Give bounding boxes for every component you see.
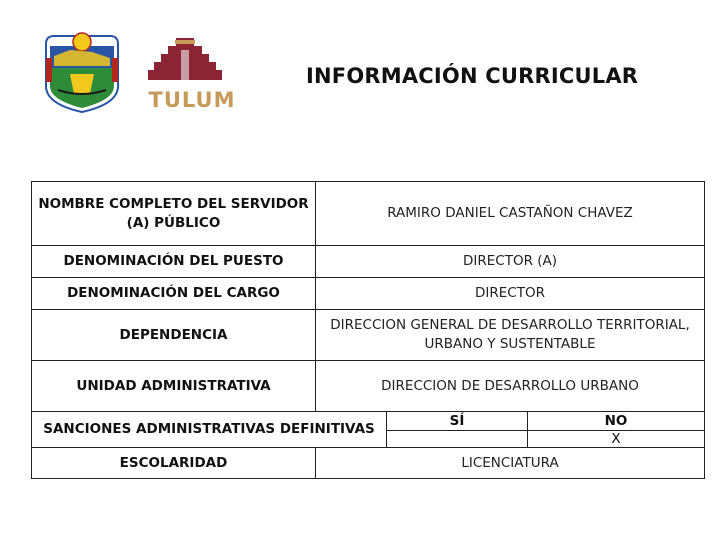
row-label-dependencia: DEPENDENCIA: [32, 310, 316, 361]
row-value-dependencia: DIRECCION GENERAL DE DESARROLLO TERRITORIAL, URBANO Y SUSTENTABLE: [316, 310, 705, 361]
row-label-nombre: NOMBRE COMPLETO DEL SERVIDOR (A) PÚBLICO: [32, 182, 316, 246]
curriculum-table: [31, 181, 705, 479]
row-value-unidad: DIRECCION DE DESARROLLO URBANO: [316, 361, 705, 412]
row-label-unidad: UNIDAD ADMINISTRATIVA: [32, 361, 316, 412]
page-title: INFORMACIÓN CURRICULAR: [306, 64, 639, 88]
sanciones-no-value: X: [528, 431, 705, 448]
sanciones-yes-value: [387, 431, 528, 448]
header-logos: [40, 28, 250, 114]
tulum-pyramid-logo-icon: [148, 38, 222, 80]
sanciones-no-header: NO: [528, 412, 705, 431]
row-label-cargo: DENOMINACIÓN DEL CARGO: [32, 278, 316, 310]
quintana-roo-shield-icon: [46, 33, 118, 112]
table-row: [32, 448, 705, 479]
row-value-nombre: RAMIRO DANIEL CASTAÑON CHAVEZ: [316, 182, 705, 246]
table-row: [32, 310, 705, 361]
table-row: [32, 412, 705, 431]
row-label-escolaridad: ESCOLARIDAD: [32, 448, 316, 479]
table-row: [32, 361, 705, 412]
table-row: [32, 278, 705, 310]
row-value-puesto: DIRECTOR (A): [316, 246, 705, 278]
row-label-puesto: DENOMINACIÓN DEL PUESTO: [32, 246, 316, 278]
table-row: [32, 246, 705, 278]
row-value-escolaridad: LICENCIATURA: [316, 448, 705, 479]
tulum-logo-text: TULUM: [148, 88, 236, 112]
sanciones-yes-header: SÍ: [387, 412, 528, 431]
row-label-sanciones: SANCIONES ADMINISTRATIVAS DEFINITIVAS: [32, 412, 387, 448]
table-row: [32, 182, 705, 246]
row-value-cargo: DIRECTOR: [316, 278, 705, 310]
